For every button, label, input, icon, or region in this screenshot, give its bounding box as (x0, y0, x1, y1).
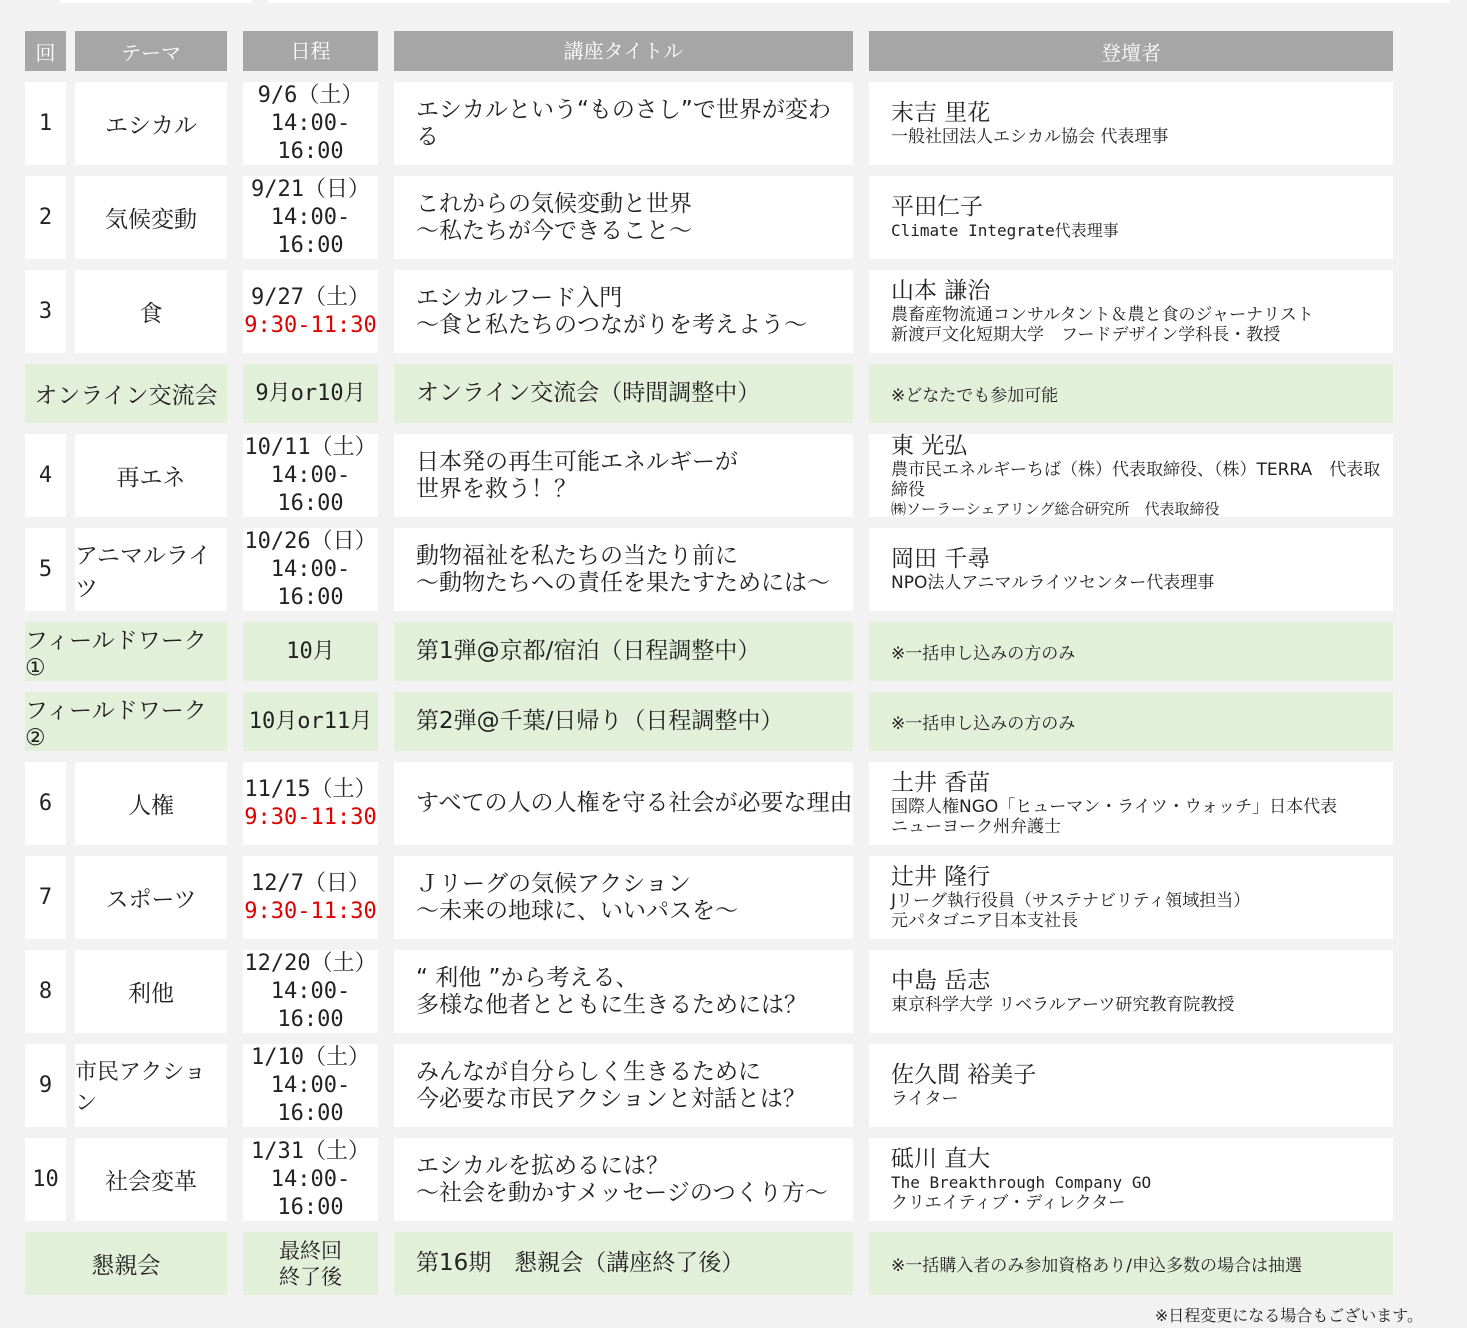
speaker-name: 佐久間 裕美子 (891, 1062, 1037, 1088)
session-number: 5 (25, 528, 66, 611)
session-theme: スポーツ (75, 856, 227, 939)
speaker-affiliation: 農市民エネルギーちば（株）代表取締役、（株）TERRA 代表取 (891, 460, 1381, 480)
speaker-affiliation: 新渡戸文化短期大学 フードデザイン学科長・教授 (891, 325, 1281, 345)
title-line: Ｊリーグの気候アクション (416, 870, 691, 897)
speaker-name: 辻井 隆行 (891, 864, 991, 890)
speaker-name: 平田仁子 (891, 194, 983, 220)
title-line: “ 利他 ”から考える、 (416, 964, 639, 991)
session-date (243, 82, 378, 165)
date-time: 14:00-16:00 (270, 1166, 351, 1220)
row-gap (25, 751, 1393, 762)
session-number: 9 (25, 1044, 66, 1127)
row-gap (25, 611, 1393, 622)
session-title (394, 270, 853, 353)
date-day: 1/31（土） (251, 1138, 370, 1164)
speaker-affiliation: 元パタゴニア日本支社長 (891, 911, 1078, 931)
schedule-footnote: ※日程変更になる場合もございます。 (1154, 1306, 1423, 1325)
speaker-affiliation: NPO法人アニマルライツセンター代表理事 (891, 573, 1215, 593)
row-gap (25, 1033, 1393, 1044)
title-line: ～食と私たちのつながりを考えよう～ (416, 311, 807, 338)
date-day: 11/15（土） (244, 776, 377, 802)
row-gap (25, 939, 1393, 950)
session-theme: エシカル (75, 82, 227, 165)
session-theme: 市民アクション (75, 1044, 227, 1127)
session-date (243, 856, 378, 939)
row-gap (25, 165, 1393, 176)
session-speaker (869, 1138, 1393, 1221)
session-title (394, 762, 853, 845)
speaker-name: 山本 謙治 (891, 278, 991, 304)
session-title (394, 1044, 853, 1127)
session-theme: アニマルライツ (75, 528, 227, 611)
header-title: 講座タイトル (394, 31, 853, 71)
row-gap (25, 681, 1393, 692)
date-line: 最終回 (279, 1238, 342, 1263)
date-time: 14:00-16:00 (270, 556, 351, 610)
session-title (394, 856, 853, 939)
session-title (394, 434, 853, 517)
session-number: 7 (25, 856, 66, 939)
date-day: 10/11（土） (244, 434, 377, 460)
schedule-table (25, 31, 1393, 1295)
session-title (394, 528, 853, 611)
session-speaker (869, 82, 1393, 165)
session-theme: 利他 (75, 950, 227, 1033)
event-title: 第16期 懇親会（講座終了後） (394, 1232, 853, 1295)
date-time: 9:30-11:30 (244, 898, 377, 924)
speaker-affiliation: 国際人権NGO「ヒューマン・ライツ・ウォッチ」日本代表 (891, 797, 1338, 817)
session-title (394, 950, 853, 1033)
speaker-name: 岡田 千尋 (891, 546, 991, 572)
speaker-affiliation: ライター (891, 1089, 959, 1109)
row-gap (25, 71, 1393, 82)
header-theme: テーマ (75, 31, 227, 71)
session-date (243, 950, 378, 1033)
session-date (243, 270, 378, 353)
row-gap (25, 353, 1393, 364)
session-speaker (869, 762, 1393, 845)
session-theme: 社会変革 (75, 1138, 227, 1221)
session-date (243, 434, 378, 517)
header-speaker: 登壇者 (869, 31, 1393, 71)
event-date (243, 1232, 378, 1295)
date-day: 10/26（日） (244, 528, 377, 554)
session-number: 4 (25, 434, 66, 517)
event-title: 第1弾@京都/宿泊（日程調整中） (394, 622, 853, 681)
title-line: 今必要な市民アクションと対話とは？ (416, 1085, 806, 1112)
date-time: 14:00-16:00 (270, 462, 351, 516)
date-time: 14:00-16:00 (270, 1072, 351, 1126)
title-line: る (416, 123, 439, 150)
speaker-name: 中島 岳志 (891, 968, 991, 994)
speaker-affiliation: ㈱ソーラーシェアリング総合研究所 代表取締役 (891, 500, 1220, 518)
session-speaker (869, 950, 1393, 1033)
title-line: ～未来の地球に、いいパスを～ (416, 897, 738, 924)
title-line: ～社会を動かすメッセージのつくり方～ (416, 1179, 828, 1206)
session-speaker (869, 856, 1393, 939)
speaker-affiliation: 締役 (891, 480, 925, 500)
row-gap (25, 845, 1393, 856)
event-name: フィールドワーク② (25, 692, 227, 751)
session-title (394, 82, 853, 165)
session-number: 1 (25, 82, 66, 165)
event-date: 10月or11月 (243, 692, 378, 751)
speaker-name: 土井 香苗 (891, 770, 991, 796)
row-gap (25, 423, 1393, 434)
speaker-affiliation: クリエイティブ・ディレクター (891, 1193, 1126, 1213)
session-date (243, 762, 378, 845)
title-line: エシカルフード入門 (416, 284, 623, 311)
speaker-affiliation: 一般社団法人エシカル協会 代表理事 (891, 127, 1169, 147)
date-time: 9:30-11:30 (244, 804, 377, 830)
date-time: 14:00-16:00 (270, 978, 351, 1032)
title-line: 動物福祉を私たちの当たり前に (416, 542, 738, 569)
session-speaker (869, 434, 1393, 517)
event-note: ※一括購入者のみ参加資格あり/申込多数の場合は抽選 (869, 1232, 1393, 1295)
session-speaker (869, 528, 1393, 611)
date-day: 9/27（土） (251, 284, 370, 310)
session-number: 6 (25, 762, 66, 845)
event-date: 9月or10月 (243, 364, 378, 423)
date-time: 14:00-16:00 (270, 204, 351, 258)
title-line: みんなが自分らしく生きるために (416, 1058, 761, 1085)
title-line: ～動物たちへの責任を果たすためには～ (416, 569, 830, 596)
title-line: エシカルを拡めるには？ (416, 1152, 669, 1179)
session-title (394, 1138, 853, 1221)
title-line: ～私たちが今できること～ (416, 217, 692, 244)
title-line: 多様な他者とともに生きるためには？ (416, 991, 807, 1018)
title-line: エシカルという“ものさし”で世界が変わ (416, 96, 831, 123)
session-theme: 食 (75, 270, 227, 353)
session-date (243, 176, 378, 259)
speaker-name: 砥川 直大 (891, 1146, 991, 1172)
session-speaker (869, 1044, 1393, 1127)
header-date: 日程 (243, 31, 378, 71)
row-gap (25, 259, 1393, 270)
date-day: 1/10（土） (251, 1044, 370, 1070)
title-line: 日本発の再生可能エネルギーが (416, 448, 738, 475)
row-gap (25, 1127, 1393, 1138)
session-theme: 気候変動 (75, 176, 227, 259)
speaker-affiliation: Jリーグ執行役員（サステナビリティ領域担当） (891, 891, 1251, 911)
session-title (394, 176, 853, 259)
event-title: 第2弾@千葉/日帰り（日程調整中） (394, 692, 853, 751)
event-name: フィールドワーク① (25, 622, 227, 681)
speaker-affiliation: Climate Integrate代表理事 (891, 221, 1119, 240)
session-date (243, 528, 378, 611)
event-note: ※どなたでも参加可能 (869, 364, 1393, 423)
session-date (243, 1044, 378, 1127)
session-theme: 人権 (75, 762, 227, 845)
speaker-affiliation: The Breakthrough Company GO (891, 1173, 1152, 1192)
session-speaker (869, 270, 1393, 353)
session-speaker (869, 176, 1393, 259)
speaker-name: 末吉 里花 (891, 100, 991, 126)
event-name: オンライン交流会 (25, 364, 227, 423)
date-time: 14:00-16:00 (270, 110, 351, 164)
event-title: オンライン交流会（時間調整中） (394, 364, 853, 423)
date-day: 9/6（土） (257, 82, 364, 108)
session-number: 2 (25, 176, 66, 259)
row-gap (25, 517, 1393, 528)
event-date: 10月 (243, 622, 378, 681)
title-line: すべての人の人権を守る社会が必要な理由 (416, 790, 853, 816)
header-no: 回 (25, 31, 66, 71)
date-line: 終了後 (279, 1264, 342, 1289)
speaker-affiliation: ニューヨーク州弁護士 (891, 817, 1061, 837)
session-date (243, 1138, 378, 1221)
date-time: 9:30-11:30 (244, 312, 377, 338)
speaker-affiliation: 農畜産物流通コンサルタント＆農と食のジャーナリスト (891, 305, 1314, 325)
session-number: 8 (25, 950, 66, 1033)
session-number: 10 (25, 1138, 66, 1221)
title-line: これからの気候変動と世界 (416, 190, 692, 217)
row-gap (25, 1221, 1393, 1232)
top-border (0, 0, 1467, 3)
event-note: ※一括申し込みの方のみ (869, 622, 1393, 681)
event-note: ※一括申し込みの方のみ (869, 692, 1393, 751)
date-day: 9/21（日） (251, 176, 370, 202)
session-number: 3 (25, 270, 66, 353)
date-day: 12/7（日） (251, 870, 370, 896)
date-day: 12/20（土） (244, 950, 377, 976)
event-name: 懇親会 (25, 1232, 227, 1295)
speaker-affiliation: 東京科学大学 リベラルアーツ研究教育院教授 (891, 995, 1235, 1015)
title-line: 世界を救う！？ (416, 475, 577, 502)
session-theme: 再エネ (75, 434, 227, 517)
speaker-name: 東 光弘 (891, 433, 968, 459)
